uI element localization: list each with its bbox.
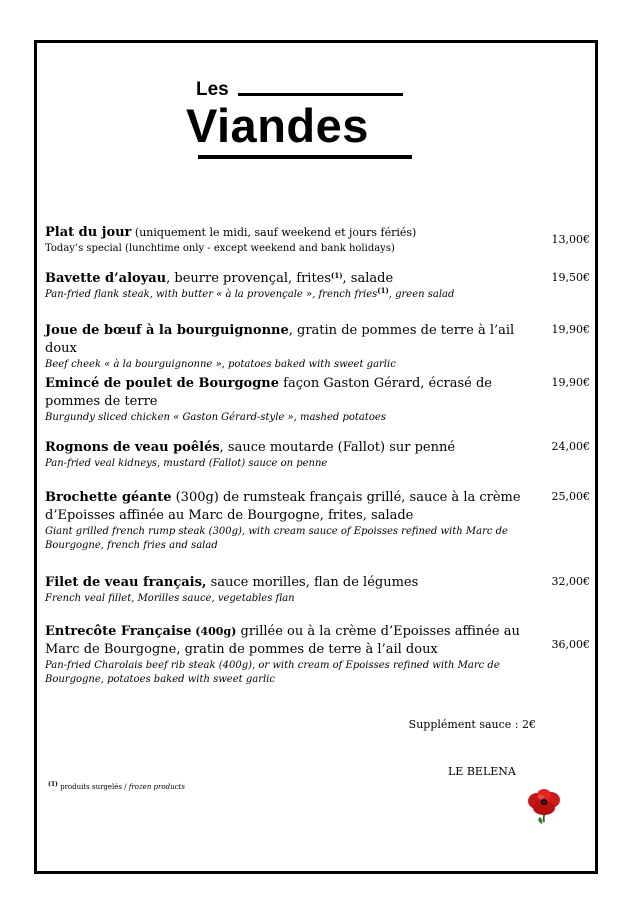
- menu-item-joue-de-boeuf: [45, 322, 540, 372]
- item-name: [45, 375, 540, 411]
- item-name-weight: (400g): [191, 625, 237, 638]
- menu-item-brochette-geante: [45, 489, 540, 553]
- title-les: Les: [196, 79, 229, 100]
- footnote-mark: (1): [48, 781, 58, 788]
- item-name-bold: Bavette d’aloyau: [45, 271, 167, 286]
- item-description: Pan-fried veal kidneys, mustard (Fallot) sauce on penne: [45, 458, 328, 469]
- title-viandes: Viandes: [186, 99, 369, 152]
- item-name-rest: grillée ou à la crème d’Epoisses affinée au Marc de Bourgogne, gratin de pommes de terre à l’ail doux: [45, 624, 520, 657]
- sauce-supplement: Supplément sauce : 2€: [408, 718, 536, 731]
- title-rule-bottom: [198, 155, 412, 159]
- title-rule-top: [238, 93, 403, 96]
- item-name: [45, 322, 540, 358]
- item-name: [45, 270, 540, 288]
- item-description: [45, 288, 540, 302]
- menu-item-plat-du-jour: [45, 224, 540, 256]
- item-name-rest: (300g) de rumsteak français grillé, sauce à la crème d’Epoisses affinée au Marc de Bourgogne, frites, salade: [45, 490, 521, 523]
- item-name-rest: sauce morilles, flan de légumes: [206, 575, 419, 590]
- item-name: [45, 623, 540, 659]
- item-name: [45, 574, 540, 592]
- item-description-text: Pan-fried flank steak, with butter « à la provençale », french fries: [45, 289, 378, 300]
- item-name-after-note: , salade: [342, 271, 394, 286]
- item-name-bold: Emincé de poulet de Bourgogne: [45, 376, 280, 391]
- item-name-rest: , gratin de pommes de terre à l’ail doux: [45, 323, 515, 356]
- footnote-mark: (1): [331, 271, 343, 280]
- item-name: [45, 489, 540, 525]
- item-name-rest: , sauce moutarde (Fallot) sur penné: [219, 440, 456, 455]
- item-name: [45, 224, 540, 242]
- item-price: 32,00€: [551, 575, 590, 588]
- item-price: 19,90€: [551, 323, 590, 336]
- restaurant-signature: LE BELENA: [448, 765, 516, 778]
- footnote-fr: produits surgelés /: [57, 783, 129, 791]
- poppy-flower-icon: [524, 786, 564, 826]
- item-name-rest: , beurre provençal, frites: [166, 271, 332, 286]
- item-price: 13,00€: [551, 233, 590, 246]
- item-name-rest: façon Gaston Gérard, écrasé de pommes de terre: [45, 376, 492, 409]
- item-name-paren: (uniquement le midi, sauf weekend et jours fériés): [131, 226, 417, 239]
- item-description-after-note: , green salad: [388, 289, 455, 300]
- item-name-bold: Joue de bœuf à la bourguignonne: [45, 323, 289, 338]
- menu-item-rognons-de-veau: [45, 439, 540, 471]
- item-name-bold: Filet de veau français,: [45, 575, 207, 590]
- footnote-mark: (1): [377, 286, 389, 295]
- item-price: 24,00€: [551, 440, 590, 453]
- item-name-bold: Brochette géante: [45, 490, 172, 505]
- footnote-en: frozen products: [128, 783, 185, 791]
- menu-item-entrecote: [45, 623, 540, 687]
- item-price: 19,90€: [551, 376, 590, 389]
- menu-item-filet-de-veau: [45, 574, 540, 606]
- item-description: Giant grilled french rump steak (300g), with cream sauce of Epoisses refined with Marc de Bourgogne, french fries and salad: [45, 526, 508, 551]
- menu-item-emince-de-poulet: [45, 375, 540, 425]
- item-price: 19,50€: [551, 271, 590, 284]
- item-name-bold: Entrecôte Française: [45, 624, 192, 639]
- footnote: [48, 782, 185, 792]
- menu-item-bavette: [45, 270, 540, 302]
- item-description: Pan-fried Charolais beef rib steak (400g), or with cream of Epoisses refined with Marc de Bourgogne, potatoes baked with sweet garlic: [45, 660, 500, 685]
- item-price: 25,00€: [551, 490, 590, 503]
- item-description: Beef cheek « à la bourguignonne », potatoes baked with sweet garlic: [45, 359, 396, 370]
- item-name: [45, 439, 540, 457]
- item-name-bold: Plat du jour: [45, 225, 132, 240]
- item-name-bold: Rognons de veau poêlés: [45, 440, 220, 455]
- item-description: Burgundy sliced chicken « Gaston Gérard-style », mashed potatoes: [45, 412, 386, 423]
- item-price: 36,00€: [551, 638, 590, 651]
- item-description: Today’s special (lunchtime only - except weekend and bank holidays): [45, 243, 395, 254]
- item-description: French veal fillet, Morilles sauce, vegetables flan: [45, 593, 295, 604]
